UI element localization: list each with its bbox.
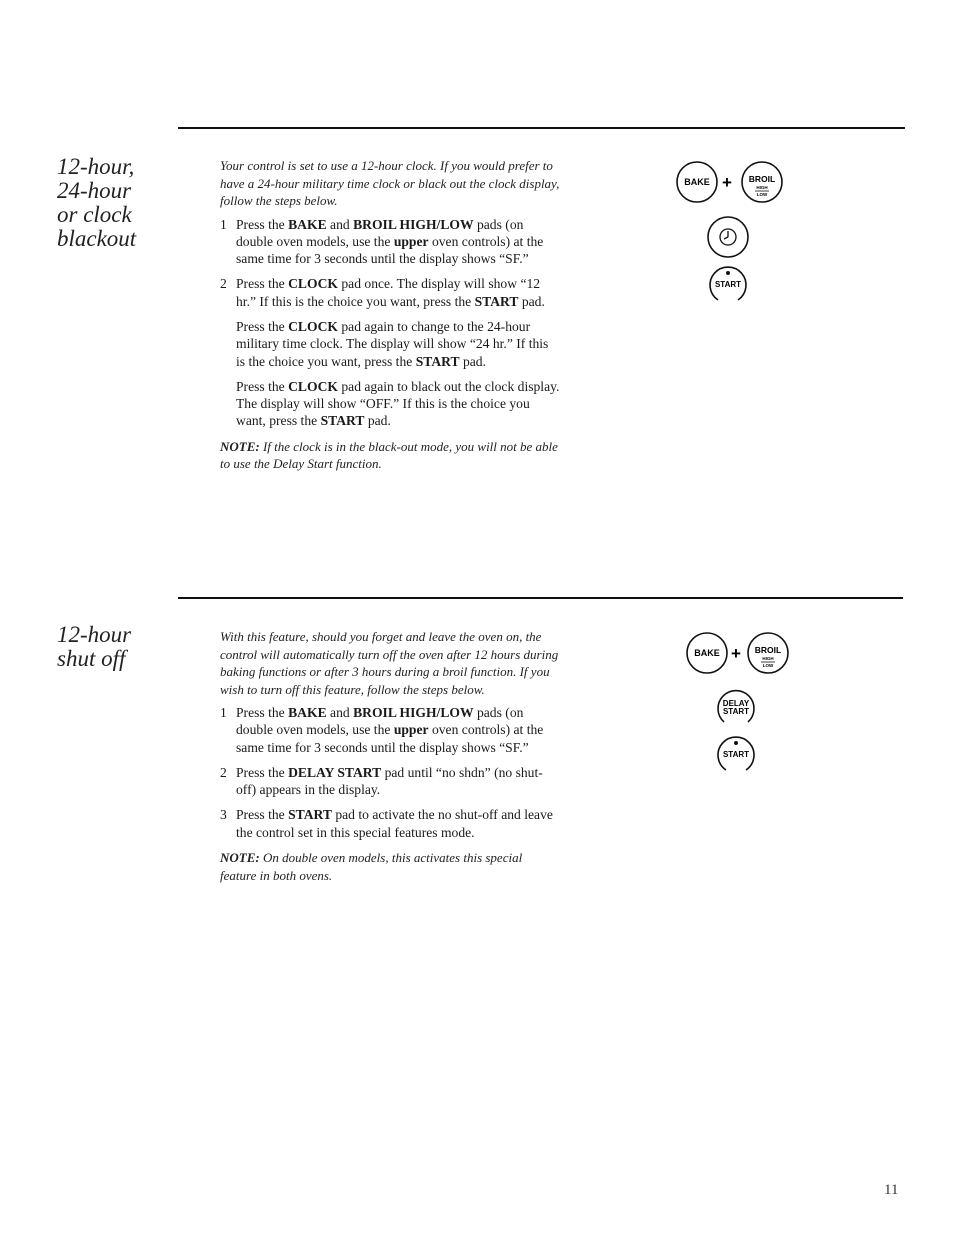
svg-text:START: START — [722, 750, 750, 759]
note: NOTE: If the clock is in the black-out mode, you will not be able to use the Delay Start function. — [220, 438, 558, 472]
step-2: 2 Press the DELAY START pad until “no shdn” (no shut-off) appears in the display. — [220, 764, 543, 798]
section-body-shut-off — [220, 628, 560, 884]
note-label: NOTE: — [220, 850, 260, 866]
heading-line: blackout — [57, 226, 137, 251]
section-divider — [178, 127, 905, 129]
step-1: 1 Press the BAKE and BROIL HIGH/LOW pads (on double oven models, use the upper oven controls) at the same time for 3 seconds until the display shows “SF.” — [220, 216, 544, 267]
step-2: 2 Press the CLOCK pad once. The display will show “12 hr.” If this is the choice you want, press the START pad. — [220, 276, 545, 309]
svg-text:START: START — [714, 280, 742, 289]
svg-text:LOW: LOW — [756, 192, 768, 197]
bake-pad-icon — [677, 162, 717, 202]
svg-text:BAKE: BAKE — [694, 648, 720, 658]
svg-text:HIGH: HIGH — [762, 656, 774, 661]
svg-text:START: START — [722, 707, 750, 716]
heading-line: or clock — [57, 202, 132, 227]
heading-line: shut off — [57, 646, 126, 671]
bake-plus-broil-icon-group — [682, 631, 802, 681]
bake-plus-broil-icon-group — [672, 160, 792, 210]
delay-start-pad-icon — [714, 686, 758, 730]
svg-text:BROIL: BROIL — [748, 174, 776, 184]
section-divider — [178, 597, 903, 599]
section-heading-clock-mode — [57, 155, 172, 251]
step-3: 3 Press the START pad to activate the no shut-off and leave the control set in this special features mode. — [220, 807, 553, 840]
paragraph-blackout: Press the CLOCK pad again to black out the clock display. The display will show “OFF.” If this is the choice you want, press the START pad. — [236, 378, 560, 429]
heading-line: 24-hour — [57, 178, 132, 203]
svg-text:DELAY: DELAY — [722, 699, 750, 708]
step-number: 1 — [220, 216, 227, 232]
page-number: 11 — [884, 1182, 899, 1198]
section-body-clock-mode — [220, 157, 560, 473]
start-pad-icon — [714, 733, 758, 777]
note-label: NOTE: — [220, 438, 260, 454]
intro-text: With this feature, should you forget and leave the oven on, the control will automatically turn off the oven after 12 hours during baking functions or after 3 hours during a broil function. If you wish to turn off this feature, follow the steps below. — [220, 629, 559, 697]
broil-high-low-pad-icon — [748, 633, 788, 673]
heading-line: 12-hour, — [57, 154, 135, 179]
svg-text:LOW: LOW — [762, 663, 774, 668]
step-1: 1 Press the BAKE and BROIL HIGH/LOW pads (on double oven models, use the upper oven controls) at the same time for 3 seconds until the display shows “SF.” — [220, 705, 544, 755]
svg-text:BROIL: BROIL — [754, 645, 782, 655]
intro-text: Your control is set to use a 12-hour clock. If you would prefer to have a 24-hour military time clock or black out the clock display, follow the steps below. — [220, 158, 560, 208]
note: NOTE: On double oven models, this activates this special feature in both ovens. — [220, 850, 523, 883]
paragraph-24-hour: Press the CLOCK pad again to change to the 24-hour military time clock. The display will show “24 hr.” If this is the choice you want, press the START pad. — [236, 318, 549, 369]
clock-pad-icon — [706, 215, 750, 259]
broil-high-low-pad-icon — [742, 162, 782, 202]
step-number: 2 — [220, 764, 227, 780]
step-number: 1 — [220, 705, 227, 720]
section-heading-shut-off — [57, 623, 172, 671]
svg-text:HIGH: HIGH — [756, 185, 768, 190]
plus-sign: + — [722, 173, 732, 192]
bake-pad-icon — [687, 633, 727, 673]
plus-sign: + — [731, 644, 741, 663]
start-pad-icon — [706, 263, 750, 307]
heading-line: 12-hour — [57, 622, 132, 647]
step-number: 3 — [220, 807, 227, 823]
step-number: 2 — [220, 276, 227, 292]
svg-text:BAKE: BAKE — [684, 177, 710, 187]
